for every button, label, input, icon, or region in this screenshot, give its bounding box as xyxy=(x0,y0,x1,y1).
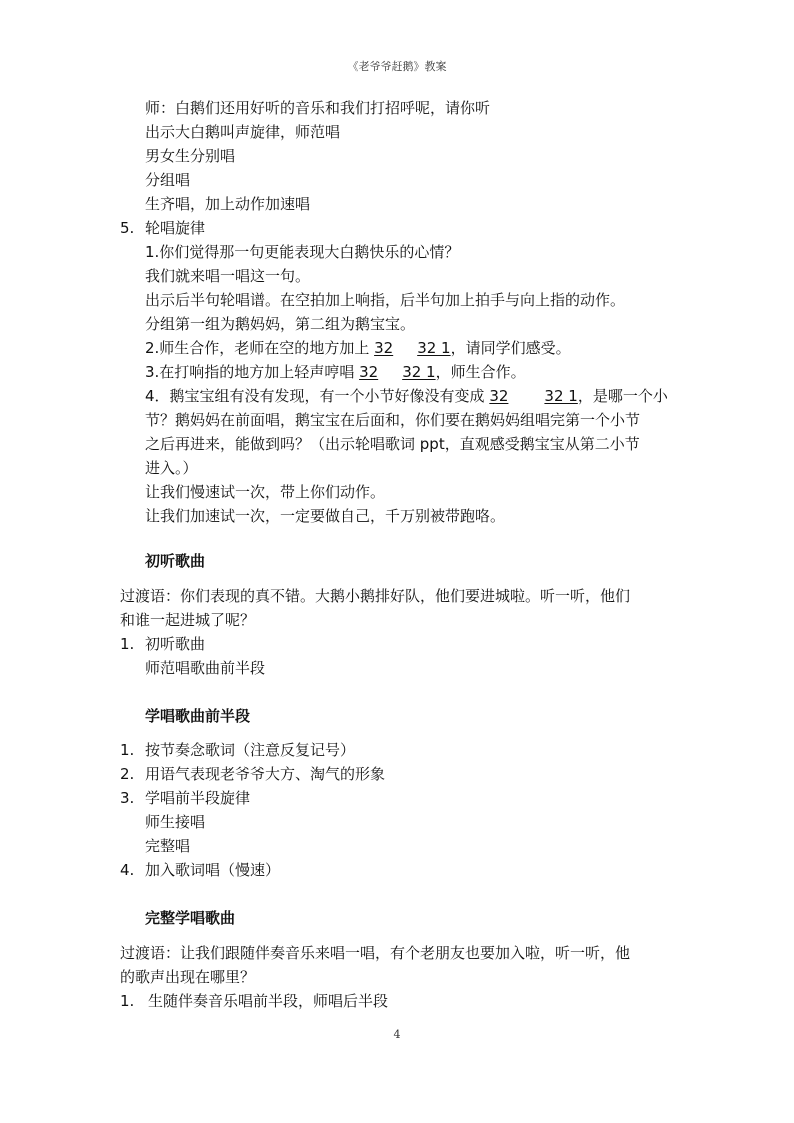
text-line: 分组唱 xyxy=(145,171,191,189)
text-fragment: ，请同学们感受。 xyxy=(450,339,571,357)
text-line: 让我们加速试一次，一定要做自己，千万别被带跑咯。 xyxy=(145,507,506,525)
text-fragment: ，是哪一个小 xyxy=(577,387,668,405)
list-item: 加入歌词唱（慢速） xyxy=(145,861,281,879)
text-line: 节？鹅妈妈在前面唱，鹅宝宝在后面和，你们要在鹅妈妈组唱完第一个小节 xyxy=(145,411,641,429)
text-line: 男女生分别唱 xyxy=(145,147,236,165)
text-line-notation xyxy=(145,386,668,406)
text-line: 出示后半句轮唱谱。在空拍加上响指，后半句加上拍手与向上指的动作。 xyxy=(145,291,626,309)
text-line: 分组第一组为鹅妈妈，第二组为鹅宝宝。 xyxy=(145,315,416,333)
list-number: 5. xyxy=(120,219,135,237)
list-number: 1. xyxy=(120,635,135,653)
text-line-notation xyxy=(145,362,526,382)
list-number: 3. xyxy=(120,789,135,807)
section-heading: 学唱歌曲前半段 xyxy=(145,707,251,725)
notation-32: 32 xyxy=(489,387,509,405)
text-line: 生齐唱，加上动作加速唱 xyxy=(145,195,311,213)
text-line: 1.你们觉得那一句更能表现大白鹅快乐的心情？ xyxy=(145,243,460,261)
list-number: 2. xyxy=(120,765,135,783)
notation-321: 32 1 xyxy=(544,387,578,405)
text-line: 师：白鹅们还用好听的音乐和我们打招呼呢，请你听 xyxy=(145,99,491,117)
text-line: 进入。） xyxy=(145,459,198,477)
list-item: 生随伴奏音乐唱前半段，师唱后半段 xyxy=(148,992,389,1010)
list-number: 1. xyxy=(120,992,135,1010)
text-line: 完整唱 xyxy=(145,837,191,855)
text-line: 我们就来唱一唱这一句。 xyxy=(145,267,311,285)
section-heading: 完整学唱歌曲 xyxy=(145,909,236,927)
section-heading: 初听歌曲 xyxy=(145,552,206,570)
text-line: 的歌声出现在哪里？ xyxy=(120,968,256,986)
notation-321: 32 1 xyxy=(417,339,451,357)
text-line: 出示大白鹅叫声旋律，师范唱 xyxy=(145,123,341,141)
notation-32: 32 xyxy=(359,363,379,381)
text-line: 过渡语：你们表现的真不错。大鹅小鹅排好队，他们要进城啦。听一听，他们 xyxy=(120,587,631,605)
text-fragment: ，师生合作。 xyxy=(435,363,526,381)
text-line: 师范唱歌曲前半段 xyxy=(145,659,266,677)
notation-32: 32 xyxy=(374,339,394,357)
text-line: 让我们慢速试一次，带上你们动作。 xyxy=(145,483,386,501)
list-item: 按节奏念歌词（注意反复记号） xyxy=(145,741,356,759)
text-line: 师生接唱 xyxy=(145,813,206,831)
text-line: 和谁一起进城了呢？ xyxy=(120,611,256,629)
text-line-notation xyxy=(145,338,571,358)
text-fragment: 2.师生合作，老师在空的地方加上 xyxy=(145,339,375,357)
text-fragment: 3.在打响指的地方加上轻声哼唱 xyxy=(145,363,360,381)
list-item: 用语气表现老爷爷大方、淘气的形象 xyxy=(145,765,386,783)
text-line: 过渡语：让我们跟随伴奏音乐来唱一唱，有个老朋友也要加入啦，听一听，他 xyxy=(120,944,631,962)
list-number: 1. xyxy=(120,741,135,759)
text-line: 之后再进来，能做到吗？（出示轮唱歌词 ppt，直观感受鹅宝宝从第二小节 xyxy=(145,435,640,453)
page-number: 4 xyxy=(393,1028,401,1041)
list-item-title: 轮唱旋律 xyxy=(145,219,206,237)
page-header: 《老爷爷赶鹅》教案 xyxy=(347,60,447,73)
notation-321: 32 1 xyxy=(402,363,436,381)
list-number: 4. xyxy=(120,861,135,879)
list-item-title: 初听歌曲 xyxy=(145,635,206,653)
text-fragment: 4．鹅宝宝组有没有发现，有一个小节好像没有变成 xyxy=(145,387,490,405)
list-item: 学唱前半段旋律 xyxy=(145,789,251,807)
